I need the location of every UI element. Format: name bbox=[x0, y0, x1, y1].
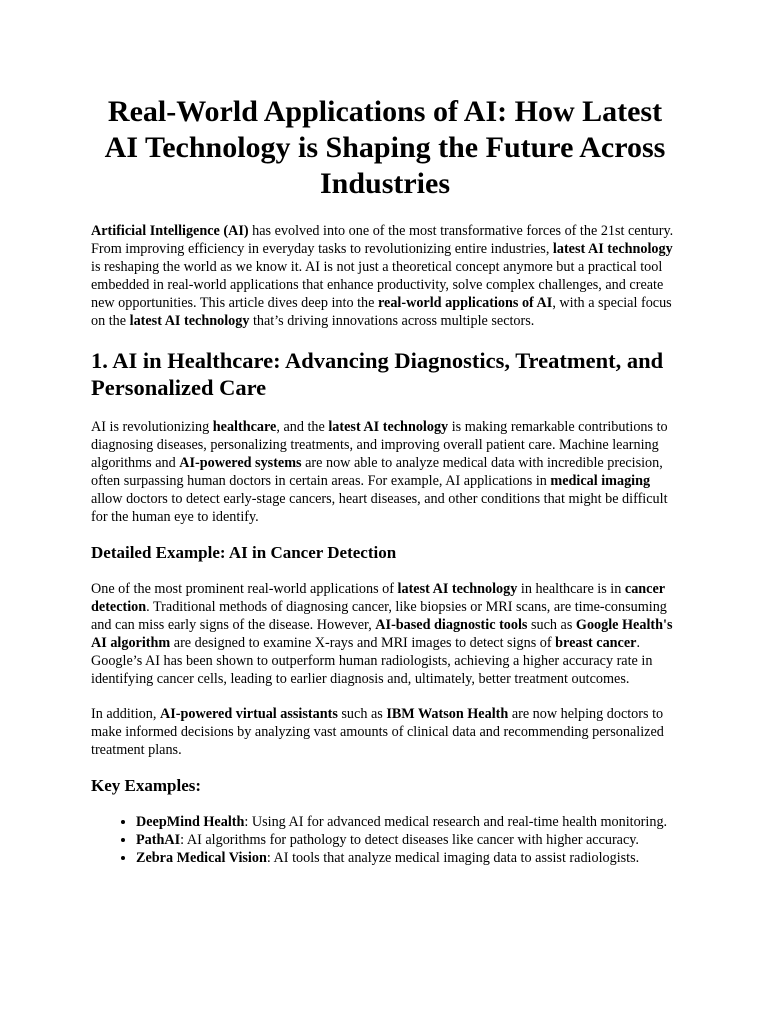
bold-term: latest AI technology bbox=[129, 313, 250, 329]
list-item bbox=[136, 831, 679, 849]
document-page bbox=[91, 94, 679, 867]
text-run: In addition, bbox=[91, 706, 160, 722]
text-run: are designed to examine X-rays and MRI images to detect signs of bbox=[170, 635, 556, 651]
subheading-key-examples: Key Examples: bbox=[91, 776, 202, 795]
text-run: are now helping doctors to make informed decisions by analyzing vast amounts of clinical data and recommending personalized treatment plans. bbox=[91, 706, 664, 758]
text-run: allow doctors to detect early-stage cancers, heart diseases, and other conditions that might be difficult for the human eye to identify. bbox=[91, 491, 668, 525]
text-run: is making remarkable contributions to diagnosing diseases, personalizing treatments, and improving overall patient care. Machine learning algorithms and bbox=[91, 419, 668, 471]
bold-term: AI-based diagnostic tools bbox=[375, 617, 528, 633]
text-run: . Google’s AI has been shown to outperform human radiologists, achieving a higher accuracy rate in identifying cancer cells, leading to earlier diagnosis and, ultimately, better treatment outcomes. bbox=[91, 635, 653, 687]
bold-term: cancer detection bbox=[91, 581, 665, 615]
cancer-detection-paragraph bbox=[91, 580, 679, 688]
bold-term: real-world applications of AI bbox=[377, 295, 553, 311]
list-item bbox=[136, 813, 679, 831]
text-run: AI is revolutionizing bbox=[91, 419, 213, 435]
bold-term: Artificial Intelligence (AI) bbox=[91, 223, 249, 239]
bold-term: DeepMind Health bbox=[136, 814, 245, 830]
text-run: : AI tools that analyze medical imaging data to assist radiologists. bbox=[266, 850, 640, 866]
text-run: . Traditional methods of diagnosing cancer, like biopsies or MRI scans, are time-consuming and can miss early signs of the disease. However, bbox=[91, 599, 667, 633]
bold-term: latest AI technology bbox=[552, 241, 673, 257]
text-run: , with a special focus on the bbox=[91, 295, 672, 329]
healthcare-paragraph bbox=[91, 418, 679, 526]
section-heading-healthcare: 1. AI in Healthcare: Advancing Diagnostics, Treatment, and Personalized Care bbox=[91, 348, 664, 400]
intro-paragraph bbox=[91, 222, 679, 330]
subheading-cancer-detection: Detailed Example: AI in Cancer Detection bbox=[91, 543, 397, 562]
bold-term: healthcare bbox=[212, 419, 277, 435]
text-run: : AI algorithms for pathology to detect diseases like cancer with higher accuracy. bbox=[180, 832, 639, 848]
bold-term: latest AI technology bbox=[397, 581, 518, 597]
bold-term: IBM Watson Health bbox=[386, 706, 509, 722]
key-examples-list bbox=[91, 813, 679, 867]
virtual-assistants-paragraph bbox=[91, 705, 679, 759]
text-run: are now able to analyze medical data with incredible precision, often surpassing human doctors in certain areas. For example, AI applications in bbox=[91, 455, 663, 489]
text-run: such as bbox=[337, 706, 387, 722]
text-run: in healthcare is in bbox=[517, 581, 625, 597]
text-run: is reshaping the world as we know it. AI is not just a theoretical concept anymore but a practical tool embedded in real-world applications that enhance productivity, solve complex challenges, and create new opportunities. This article dives deep into the bbox=[91, 259, 664, 311]
bold-term: Zebra Medical Vision bbox=[136, 850, 267, 866]
bold-term: AI-powered systems bbox=[179, 455, 302, 471]
bold-term: breast cancer bbox=[555, 635, 637, 651]
bold-term: PathAI bbox=[136, 832, 181, 848]
bold-term: medical imaging bbox=[550, 473, 651, 489]
list-item bbox=[136, 849, 679, 867]
article-title: Real-World Applications of AI: How Latest AI Technology is Shaping the Future Across Industries bbox=[104, 95, 666, 200]
text-run: One of the most prominent real-world applications of bbox=[91, 581, 398, 597]
bold-term: latest AI technology bbox=[328, 419, 449, 435]
text-run: that’s driving innovations across multiple sectors. bbox=[249, 313, 535, 329]
text-run: has evolved into one of the most transformative forces of the 21st century. From improving efficiency in everyday tasks to revolutionizing entire industries, bbox=[91, 223, 674, 257]
text-run: , and the bbox=[276, 419, 329, 435]
bold-term: Google Health's AI algorithm bbox=[91, 617, 673, 651]
text-run: : Using AI for advanced medical research and real-time health monitoring. bbox=[244, 814, 668, 830]
text-run: such as bbox=[527, 617, 576, 633]
bold-term: AI-powered virtual assistants bbox=[159, 706, 338, 722]
